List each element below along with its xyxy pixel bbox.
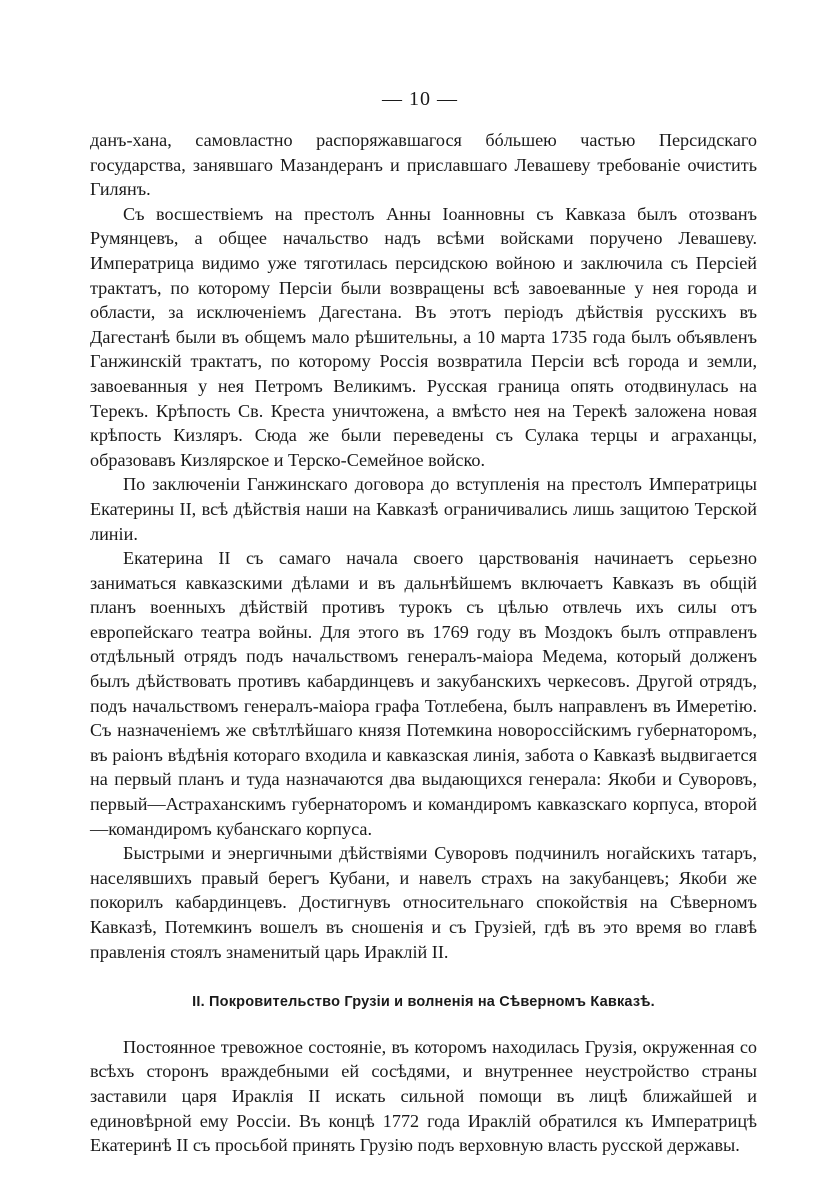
paragraph-continuation: данъ-хана, самовластно распоряжавшагося бóльшею частью Персидскаго государства, занявшаго Мазандеранъ и приславшаго Левашеву требованіе очистить Гилянъ. [90, 130, 757, 200]
paragraph-anna-ioannovna: Съ восшествіемъ на престолъ Анны Іоанновны съ Кавказа былъ отозванъ Румянцевъ, а общее начальство надъ всѣми войсками поручено Левашеву. Императрица видимо уже тяготилась персидскою войною и заключила съ Персіей трактатъ, по которому Персіи были возвращены всѣ завоеванные у нея города и области, за исключеніемъ Дагестана. Въ этотъ періодъ дѣйствія русскихъ въ Дагестанѣ были въ общемъ мало рѣшительны, а 10 марта 1735 года былъ объявленъ Ганжинскій трактатъ, по которому Россія возвратила Персіи всѣ города и земли, завоеванныя у нея Петромъ Великимъ. Русская граница опять отодвинулась на Терекъ. Крѣпость Св. Креста уничтожена, а вмѣсто нея на Терекѣ заложена новая крѣпость Кизляръ. Сюда же были переведены съ Сулака терцы и аграханцы, образовавъ Кизлярское и Терско-Семейное войско. [90, 203, 757, 470]
section-heading: II. Покровительство Грузіи и волненія на Сѣверномъ Кавказѣ. [192, 994, 655, 1011]
paragraph-suvorov: Быстрыми и энергичными дѣйствіями Суворовъ подчинилъ ногайскихъ татаръ, населявшихъ правый берегъ Кубани, и навелъ страхъ на закубанцевъ; Якоби же покорилъ кабардинцевъ. Достигнувъ относительнаго спокойствія на Сѣверномъ Кавказѣ, Потемкинъ вошелъ въ сношенія и съ Грузіей, гдѣ въ это время во главѣ правленія стоялъ знаменитый царь Ираклій II. [90, 843, 757, 962]
page-number: — 10 — [382, 88, 458, 110]
paragraph-georgia: Постоянное тревожное состояніе, въ которомъ находилась Грузія, окруженная со всѣхъ сторонъ враждебными ей сосѣдями, и внутреннее неустройство страны заставили царя Ираклія II искать сильной помощи въ лицѣ ближайшей и единовѣрной ему Россіи. Въ концѣ 1772 года Ираклій обратился къ Императрицѣ Екатеринѣ II съ просьбой принять Грузію подъ верховную власть русской державы. [90, 1036, 757, 1156]
paragraph-ganja-treaty: По заключеніи Ганжинскаго договора до вступленія на престолъ Императрицы Екатерины II, всѣ дѣйствія наши на Кавказѣ ограничивались лишь защитою Терской линіи. [90, 474, 757, 544]
paragraph-catherine-ii: Екатерина II съ самаго начала своего царствованія начинаетъ серьезно заниматься кавказскими дѣлами и въ дальнѣйшемъ включаетъ Кавказъ въ общій планъ военныхъ дѣйствій противъ турокъ съ цѣлью отвлечь ихъ силы отъ европейскаго театра войны. Для этого въ 1769 году въ Моздокъ былъ отправленъ отдѣльный отрядъ подъ начальствомъ генералъ-маіора Медема, который долженъ былъ дѣйствовать противъ кабардинцевъ и закубанскихъ черкесовъ. Другой отрядъ, подъ начальствомъ генералъ-маіора графа Тотлебена, былъ направленъ въ Имеретію. Съ назначеніемъ же свѣтлѣйшаго князя Потемкина новороссійскимъ губернаторомъ, въ раіонъ вѣдѣнія котораго входила и кавказская линія, забота о Кавказѣ выдвигается на первый планъ и туда назначаются два выдающихся генерала: Якоби и Суворовъ, первый—Астраханскимъ губернаторомъ и командиромъ кавказскаго корпуса, второй—командиромъ кубанскаго корпуса. [90, 548, 757, 839]
body-text [90, 128, 757, 1158]
